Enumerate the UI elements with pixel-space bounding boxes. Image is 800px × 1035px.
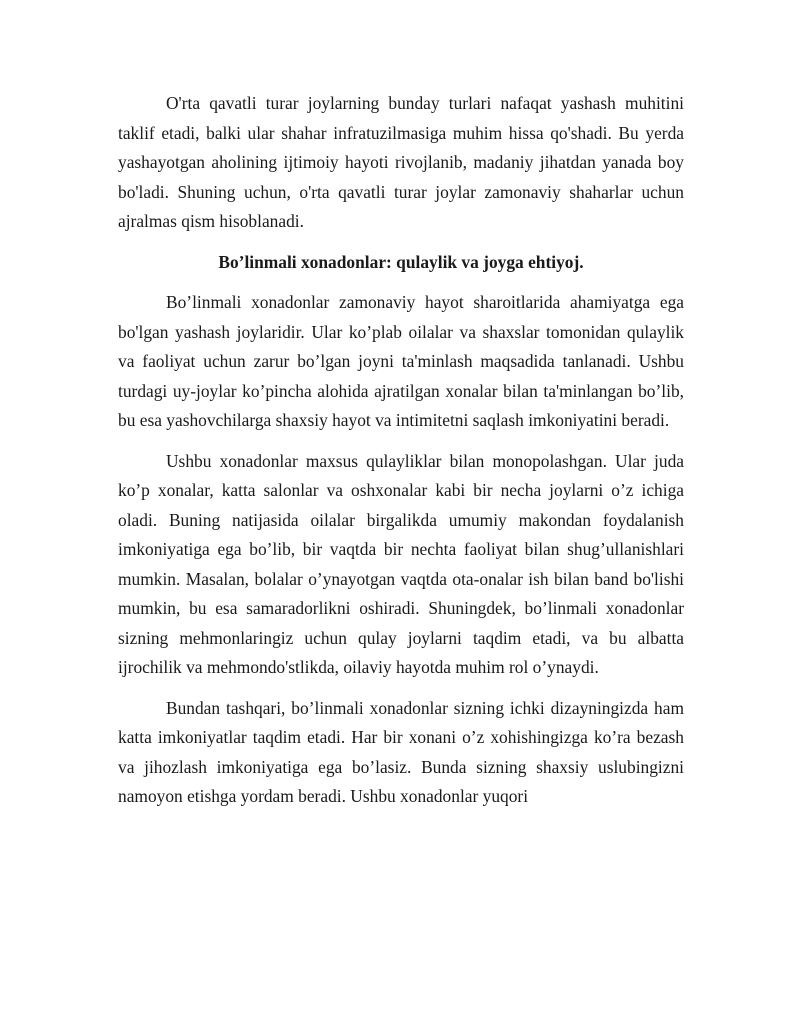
section-heading: Bo’linmali xonadonlar: qulaylik va joyga ehtiyoj. <box>218 251 584 272</box>
paragraph-body-3: Bundan tashqari, bo’linmali xonadonlar sizning ichki dizayningizda ham katta imkoniyatlar taqdim etadi. Har bir xonani o’z xohishingizga ko’ra bezash va jihozlash imkoniyatiga ega bo’lasiz. Bunda sizning shaxsiy uslubingizni namoyon etishga yordam beradi. Ushbu xonadonlar yuqori <box>118 697 684 806</box>
paragraph-body-1: Bo’linmali xonadonlar zamonaviy hayot sharoitlarida ahamiyatga ega bo'lgan yashash joylaridir. Ular ko’plab oilalar va shaxslar tomonidan qulaylik va faoliyat uchun zarur bo’lgan joyni ta'minlash maqsadida tanlanadi. Ushbu turdagi uy-joylar ko’pincha alohida ajratilgan xonalar bilan ta'minlangan bo’lib, bu esa yashovchilarga shaxsiy hayot va intimitetni saqlash imkoniyatini beradi. <box>118 292 684 430</box>
paragraph-body-2: Ushbu xonadonlar maxsus qulayliklar bilan monopolashgan. Ular juda ko’p xonalar, katta salonlar va oshxonalar kabi bir necha joylarni o’z ichiga oladi. Buning natijasida oilalar birgalikda umumiy makondan foydalanish imkoniyatiga ega bo’lib, bir vaqtda bir nechta faoliyat bilan shug’ullanishlari mumkin. Masalan, bolalar o’ynayotgan vaqtda ota-onalar ish bilan band bo'lishi mumkin, bu esa samaradorlikni oshiradi. Shuningdek, bo’linmali xonadonlar sizning mehmonlaringiz uchun qulay joylarni taqdim etadi, va bu albatta ijrochilik va mehmondo'stlikda, oilaviy hayotda muhim rol o’ynaydi. <box>118 450 684 677</box>
document-body <box>118 89 684 823</box>
paragraph-intro: O'rta qavatli turar joylarning bunday turlari nafaqat yashash muhitini taklif etadi, balki ular shahar infratuzilmasiga muhim hissa qo'shadi. Bu yerda yashayotgan aholining ijtimoiy hayoti rivojlanib, madaniy jihatdan yanada boy bo'ladi. Shuning uchun, o'rta qavatli turar joylar zamonaviy shaharlar uchun ajralmas qism hisoblanadi. <box>118 93 684 231</box>
